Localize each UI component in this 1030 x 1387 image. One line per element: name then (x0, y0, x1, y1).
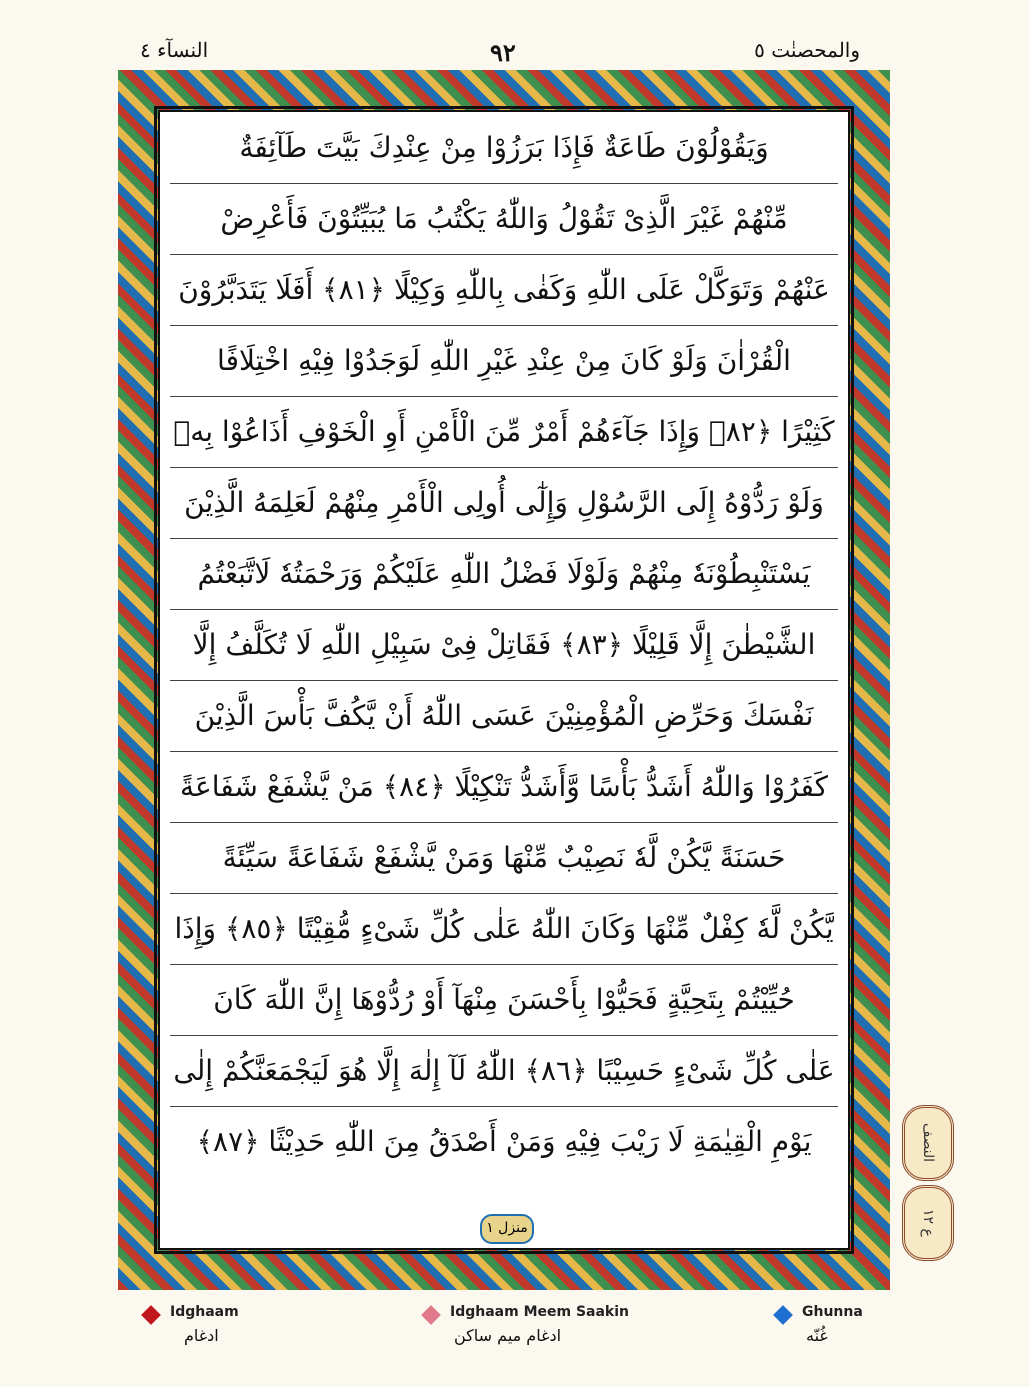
verse-line-8: الشَّيْطٰنَ إِلَّا قَلِيْلًا ﴿٨٣﴾ فَقَاتِلْ فِىْ سَبِيْلِ اللّٰهِ لَا تُكَلَّفُ إِلَّا (170, 609, 838, 681)
verse-line-1: وَيَقُوْلُوْنَ طَاعَةٌ فَإِذَا بَرَزُوْا مِنْ عِنْدِكَ بَيَّتَ طَآئِفَةٌ (170, 112, 838, 184)
legend-urdu-label: غُنّه (806, 1326, 828, 1345)
verse-lines (160, 112, 848, 1212)
verse-line-5: كَثِيْرًا ﴿٨٢﴾ وَإِذَا جَآءَهُمْ أَمْرٌ مِّنَ الْأَمْنِ أَوِ الْخَوْفِ أَذَاعُوْا بِهٖ (170, 396, 838, 468)
verse-line-13: حُيِّيْتُمْ بِتَحِيَّةٍ فَحَيُّوْا بِأَحْسَنَ مِنْهَآ أَوْ رُدُّوْهَا إِنَّ اللّٰهَ كَانَ (170, 964, 838, 1036)
verse-line-10: كَفَرُوْا وَاللّٰهُ أَشَدُّ بَأْسًا وَّأَشَدُّ تَنْكِيْلًا ﴿٨٤﴾ مَنْ يَّشْفَعْ شَفَاعَةً (170, 751, 838, 823)
blue-diamond-icon (773, 1305, 793, 1325)
legend-label: Idghaam Meem Saakin (450, 1304, 630, 1320)
legend-label: Idghaam (170, 1304, 239, 1320)
verse-line-7: يَسْتَنْبِطُوْنَهٗ مِنْهُمْ وَلَوْلَا فَضْلُ اللّٰهِ عَلَيْكُمْ وَرَحْمَتُهٗ لَاتَّبَعْتُمُ (170, 538, 838, 610)
verse-line-12: يَّكُنْ لَّهٗ كِفْلٌ مِّنْهَا وَكَانَ اللّٰهُ عَلٰى كُلِّ شَىْءٍ مُّقِيْتًا ﴿٨٥﴾ وَإِذَا (170, 893, 838, 965)
verse-line-15: يَوْمِ الْقِيٰمَةِ لَا رَيْبَ فِيْهِ وَمَنْ أَصْدَقُ مِنَ اللّٰهِ حَدِيْثًا ﴿٨٧﴾ (196, 1125, 812, 1158)
verse-line-4: الْقُرْاٰنَ وَلَوْ كَانَ مِنْ عِنْدِ غَيْرِ اللّٰهِ لَوَجَدُوْا فِيْهِ اخْتِلَافًا (170, 325, 838, 397)
manzil-badge: منزل ١ (480, 1214, 534, 1244)
legend-urdu-label: ادغام (184, 1326, 219, 1345)
legend-label: Ghunna (802, 1304, 863, 1320)
header-para-name: والمحصنٰت ٥ (754, 38, 860, 62)
pink-diamond-icon (421, 1305, 441, 1325)
verse-line-9: نَفْسَكَ وَحَرِّضِ الْمُؤْمِنِيْنَ عَسَى اللّٰهُ أَنْ يَّكُفَّ بَأْسَ الَّذِيْنَ (170, 680, 838, 752)
verse-line-3: عَنْهُمْ وَتَوَكَّلْ عَلَى اللّٰهِ وَكَفٰى بِاللّٰهِ وَكِيْلًا ﴿٨١﴾ أَفَلَا يَتَدَبَّرُوْنَ (170, 254, 838, 326)
page-header (0, 38, 1030, 68)
verse-line-14: عَلٰى كُلِّ شَىْءٍ حَسِيْبًا ﴿٨٦﴾ اللّٰهُ لَآ إِلٰهَ إِلَّا هُوَ لَيَجْمَعَنَّكُمْ إِلٰى (170, 1035, 838, 1107)
ruku-marker-badge: ع ١٢ (902, 1185, 954, 1261)
header-surah-name: النسآء ٤ (140, 38, 209, 62)
verse-panel (158, 110, 850, 1250)
verse-line-2: مِّنْهُمْ غَيْرَ الَّذِىْ تَقُوْلُ وَاللّٰهُ يَكْتُبُ مَا يُبَيِّتُوْنَ فَأَعْرِضْ (170, 183, 838, 255)
red-diamond-icon (141, 1305, 161, 1325)
verse-line-6: وَلَوْ رَدُّوْهُ إِلَى الرَّسُوْلِ وَإِلٰٓى أُولِى الْأَمْرِ مِنْهُمْ لَعَلِمَهُ الَّذِيْنَ (170, 467, 838, 539)
page-number: ٩٢ (490, 38, 516, 67)
tajweed-legend (0, 1304, 1030, 1374)
ornamental-border (118, 70, 890, 1290)
hizb-marker-badge: النصف (902, 1105, 954, 1181)
verse-line-11: حَسَنَةً يَّكُنْ لَّهٗ نَصِيْبٌ مِّنْهَا وَمَنْ يَّشْفَعْ شَفَاعَةً سَيِّئَةً (170, 822, 838, 894)
legend-urdu-label: ادغام میم ساکن (454, 1326, 562, 1345)
